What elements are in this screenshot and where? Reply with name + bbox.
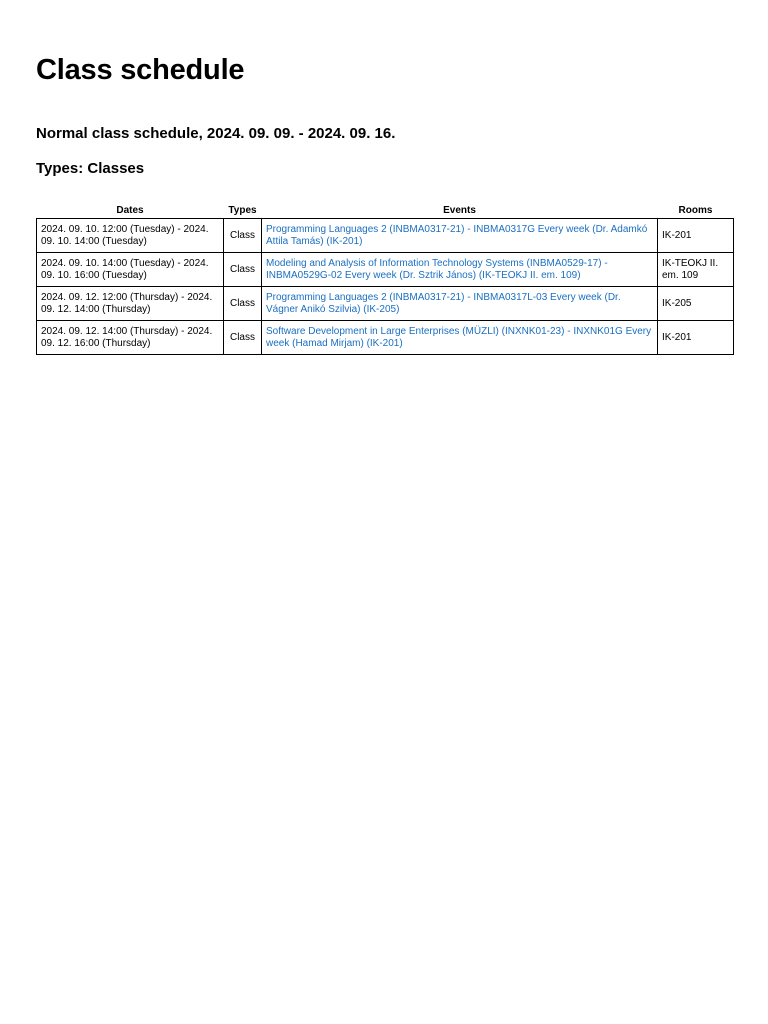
- type-cell: Class: [224, 253, 262, 287]
- type-cell: Class: [224, 321, 262, 355]
- schedule-period-subtitle: Normal class schedule, 2024. 09. 09. - 2024. 09. 16.: [36, 125, 396, 142]
- event-link[interactable]: Software Development in Large Enterprises (MÜZLI) (INXNK01-23) - INXNK01G Every week (Hamad Mirjam) (IK-201): [262, 321, 658, 355]
- date-cell: 2024. 09. 10. 12:00 (Tuesday) - 2024. 09. 10. 14:00 (Tuesday): [37, 219, 224, 253]
- schedule-table: [36, 204, 734, 355]
- page-title: Class schedule: [36, 54, 245, 86]
- event-link[interactable]: Modeling and Analysis of Information Technology Systems (INBMA0529-17) - INBMA0529G-02 Every week (Dr. Sztrik János) (IK-TEOKJ II. em. 109): [262, 253, 658, 287]
- type-cell: Class: [224, 287, 262, 321]
- date-cell: 2024. 09. 12. 14:00 (Thursday) - 2024. 09. 12. 16:00 (Thursday): [37, 321, 224, 355]
- room-cell: IK-201: [658, 219, 734, 253]
- column-header-dates: Dates: [116, 205, 144, 216]
- room-cell: IK-TEOKJ II. em. 109: [658, 253, 734, 287]
- room-cell: IK-205: [658, 287, 734, 321]
- date-cell: 2024. 09. 10. 14:00 (Tuesday) - 2024. 09. 10. 16:00 (Tuesday): [37, 253, 224, 287]
- date-cell: 2024. 09. 12. 12:00 (Thursday) - 2024. 09. 12. 14:00 (Thursday): [37, 287, 224, 321]
- type-cell: Class: [224, 219, 262, 253]
- table-row: [37, 219, 734, 253]
- table-row: [37, 287, 734, 321]
- event-link[interactable]: Programming Languages 2 (INBMA0317-21) - INBMA0317G Every week (Dr. Adamkó Attila Tamás) (IK-201): [262, 219, 658, 253]
- column-header-events: Events: [443, 205, 476, 216]
- column-header-rooms: Rooms: [678, 205, 713, 216]
- event-link[interactable]: Programming Languages 2 (INBMA0317-21) - INBMA0317L-03 Every week (Dr. Vágner Anikó Szilvia) (IK-205): [262, 287, 658, 321]
- room-cell: IK-201: [658, 321, 734, 355]
- types-filter-label: Types: Classes: [36, 160, 145, 177]
- table-row: [37, 253, 734, 287]
- table-header-row: [37, 204, 734, 219]
- table-row: [37, 321, 734, 355]
- column-header-types: Types: [228, 205, 257, 216]
